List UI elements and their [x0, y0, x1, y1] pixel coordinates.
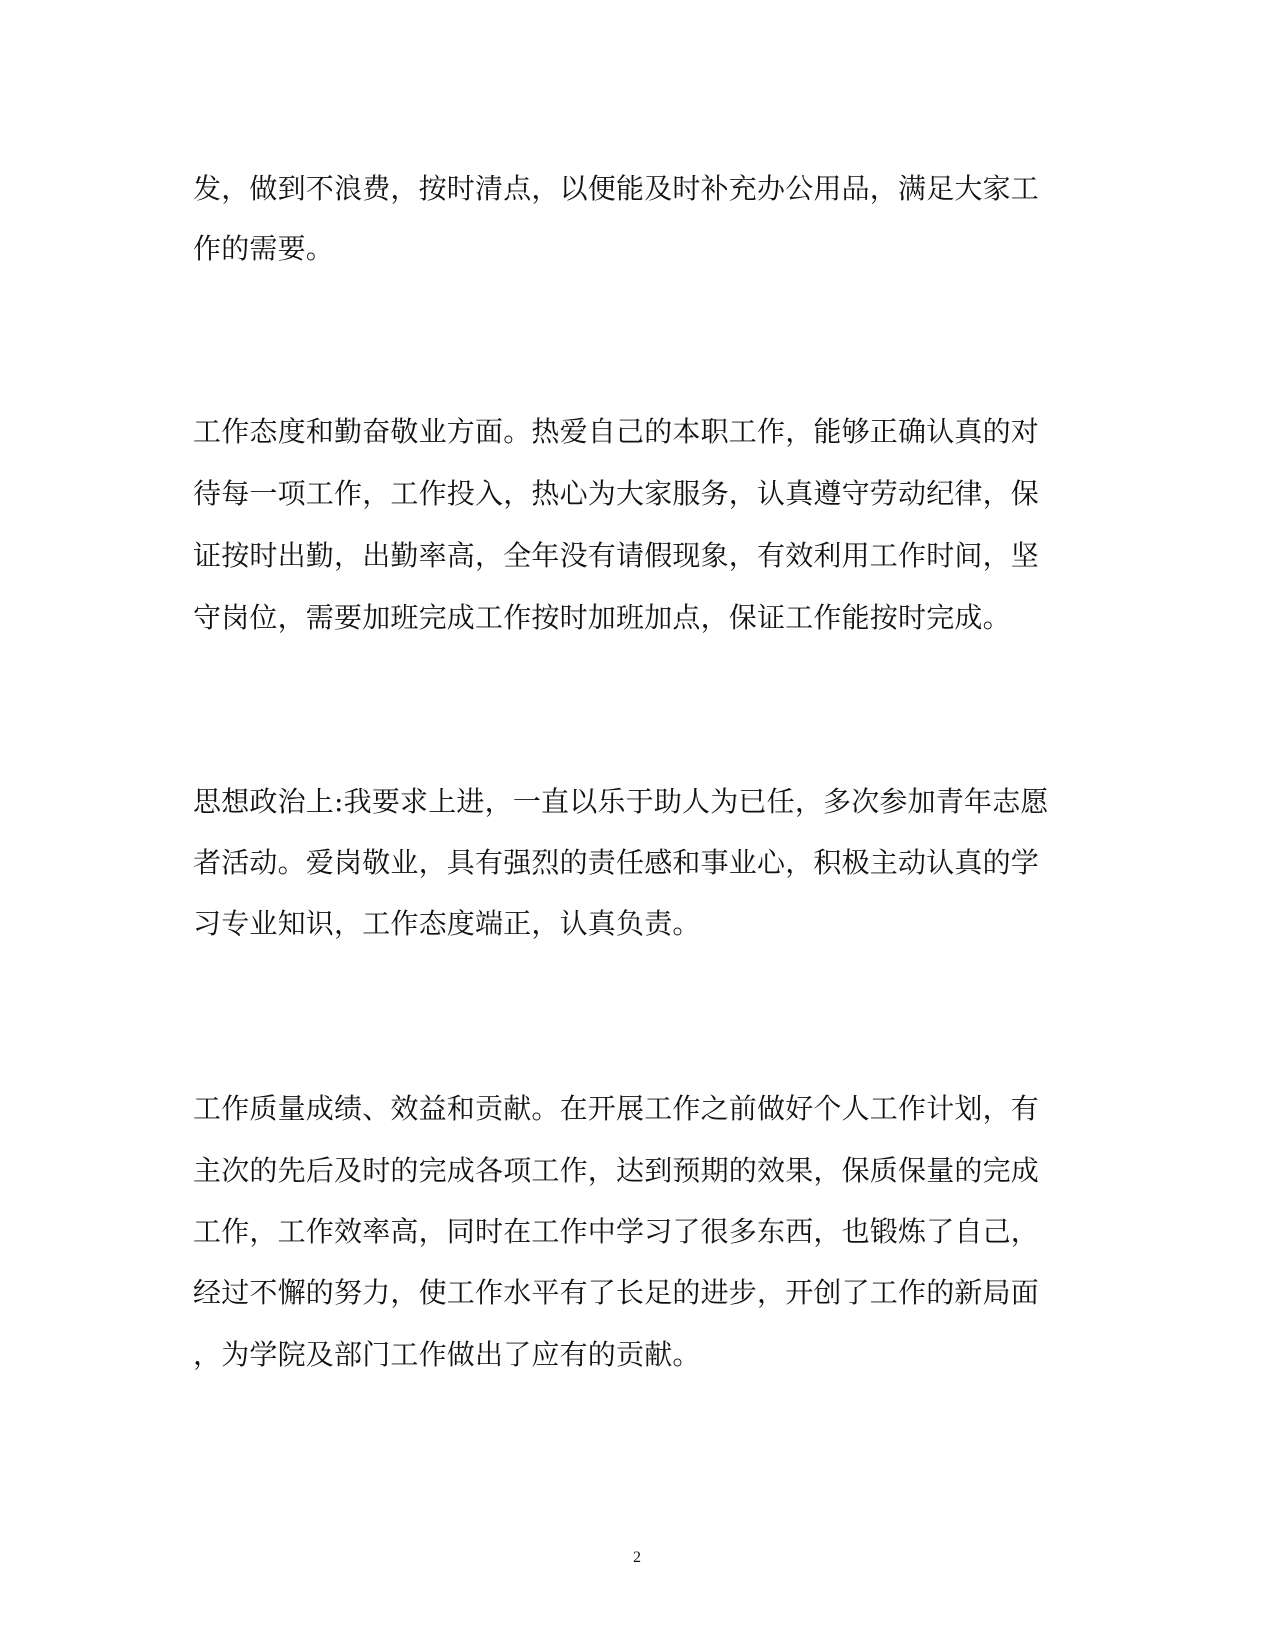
- paragraph-2-line-2: 待每一项工作，工作投入，热心为大家服务，认真遵守劳动纪律，保: [193, 477, 1040, 510]
- paragraph-2-line-3: 证按时出勤，出勤率高，全年没有请假现象，有效利用工作时间，坚: [193, 539, 1040, 572]
- paragraph-1-line-1: 发，做到不浪费，按时清点，以便能及时补充办公用品，满足大家工: [193, 172, 1040, 205]
- paragraph-2-line-1: 工作态度和勤奋敬业方面。热爱自己的本职工作，能够正确认真的对: [193, 415, 1040, 448]
- paragraph-3-line-2: 者活动。爱岗敬业，具有强烈的责任感和事业心，积极主动认真的学: [193, 846, 1040, 879]
- paragraph-2-line-4: 守岗位，需要加班完成工作按时加班加点，保证工作能按时完成。: [193, 601, 1011, 634]
- paragraph-4-line-2: 主次的先后及时的完成各项工作，达到预期的效果，保质保量的完成: [193, 1154, 1040, 1187]
- paragraph-4-line-4: 经过不懈的努力，使工作水平有了长足的进步，开创了工作的新局面: [193, 1276, 1040, 1309]
- paragraph-4-line-3: 工作，工作效率高，同时在工作中学习了很多东西，也锻炼了自己，: [193, 1215, 1040, 1248]
- page-number: 2: [633, 1549, 641, 1566]
- paragraph-4-line-1: 工作质量成绩、效益和贡献。在开展工作之前做好个人工作计划，有: [193, 1092, 1040, 1125]
- paragraph-1-line-2: 作的需要。: [193, 232, 335, 265]
- paragraph-3-line-1: 思想政治上:我要求上进，一直以乐于助人为已任，多次参加青年志愿: [193, 785, 1049, 818]
- paragraph-4-line-5: ，为学院及部门工作做出了应有的贡献。: [193, 1338, 701, 1371]
- paragraph-3-line-3: 习专业知识，工作态度端正，认真负责。: [193, 907, 701, 940]
